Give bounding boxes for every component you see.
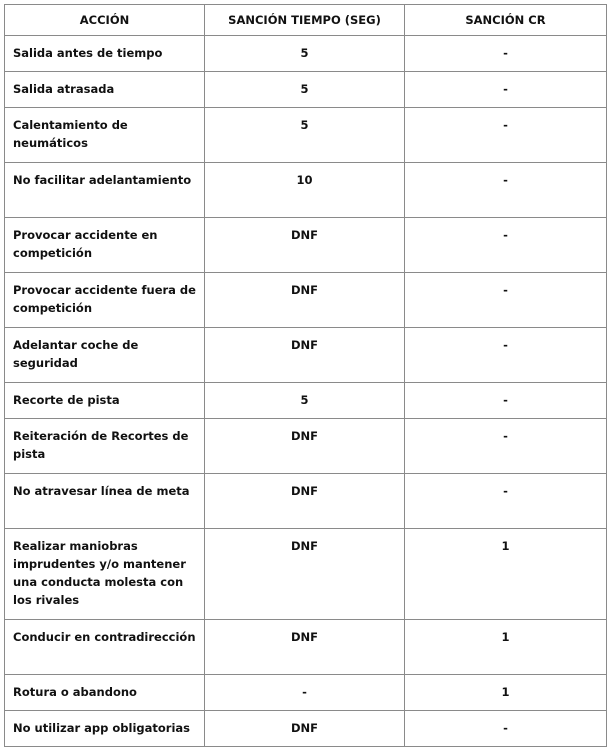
time-penalty-cell: DNF — [205, 218, 405, 273]
table-row — [5, 72, 607, 108]
action-cell: Salida antes de tiempo — [5, 36, 205, 72]
cr-penalty-cell: 1 — [405, 620, 607, 675]
table-row — [5, 474, 607, 529]
table-row — [5, 218, 607, 273]
table-row — [5, 273, 607, 328]
table-row — [5, 419, 607, 474]
time-penalty-cell: DNF — [205, 474, 405, 529]
table-row — [5, 620, 607, 675]
action-cell: Calentamiento de neumáticos — [5, 108, 205, 163]
cr-penalty-cell: - — [405, 36, 607, 72]
cr-penalty-cell: - — [405, 72, 607, 108]
header-action: ACCIÓN — [5, 5, 205, 36]
header-time-penalty: SANCIÓN TIEMPO (SEG) — [205, 5, 405, 36]
table-row — [5, 328, 607, 383]
table-row — [5, 163, 607, 218]
action-cell: Provocar accidente fuera de competición — [5, 273, 205, 328]
sanctions-table — [4, 4, 607, 747]
action-cell: No atravesar línea de meta — [5, 474, 205, 529]
header-cr-penalty: SANCIÓN CR — [405, 5, 607, 36]
action-cell: Adelantar coche de seguridad — [5, 328, 205, 383]
time-penalty-cell: DNF — [205, 529, 405, 620]
time-penalty-cell: 5 — [205, 383, 405, 419]
cr-penalty-cell: 1 — [405, 675, 607, 711]
time-penalty-cell: 10 — [205, 163, 405, 218]
action-cell: Realizar maniobras imprudentes y/o mantener una conducta molesta con los rivales — [5, 529, 205, 620]
table-row — [5, 108, 607, 163]
table-row — [5, 529, 607, 620]
table-row — [5, 383, 607, 419]
cr-penalty-cell: - — [405, 218, 607, 273]
action-cell: Recorte de pista — [5, 383, 205, 419]
sanctions-table-container — [4, 4, 606, 747]
time-penalty-cell: DNF — [205, 273, 405, 328]
cr-penalty-cell: - — [405, 328, 607, 383]
action-cell: Reiteración de Recortes de pista — [5, 419, 205, 474]
action-cell: Provocar accidente en competición — [5, 218, 205, 273]
table-header-row — [5, 5, 607, 36]
table-row — [5, 675, 607, 711]
action-cell: No utilizar app obligatorias — [5, 711, 205, 747]
time-penalty-cell: DNF — [205, 620, 405, 675]
table-row — [5, 711, 607, 747]
cr-penalty-cell: - — [405, 711, 607, 747]
time-penalty-cell: - — [205, 675, 405, 711]
time-penalty-cell: 5 — [205, 72, 405, 108]
time-penalty-cell: 5 — [205, 36, 405, 72]
action-cell: Rotura o abandono — [5, 675, 205, 711]
cr-penalty-cell: - — [405, 419, 607, 474]
cr-penalty-cell: - — [405, 108, 607, 163]
action-cell: Conducir en contradirección — [5, 620, 205, 675]
cr-penalty-cell: - — [405, 163, 607, 218]
table-row — [5, 36, 607, 72]
time-penalty-cell: DNF — [205, 328, 405, 383]
time-penalty-cell: DNF — [205, 419, 405, 474]
time-penalty-cell: DNF — [205, 711, 405, 747]
cr-penalty-cell: - — [405, 474, 607, 529]
cr-penalty-cell: 1 — [405, 529, 607, 620]
action-cell: Salida atrasada — [5, 72, 205, 108]
cr-penalty-cell: - — [405, 273, 607, 328]
action-cell: No facilitar adelantamiento — [5, 163, 205, 218]
time-penalty-cell: 5 — [205, 108, 405, 163]
cr-penalty-cell: - — [405, 383, 607, 419]
